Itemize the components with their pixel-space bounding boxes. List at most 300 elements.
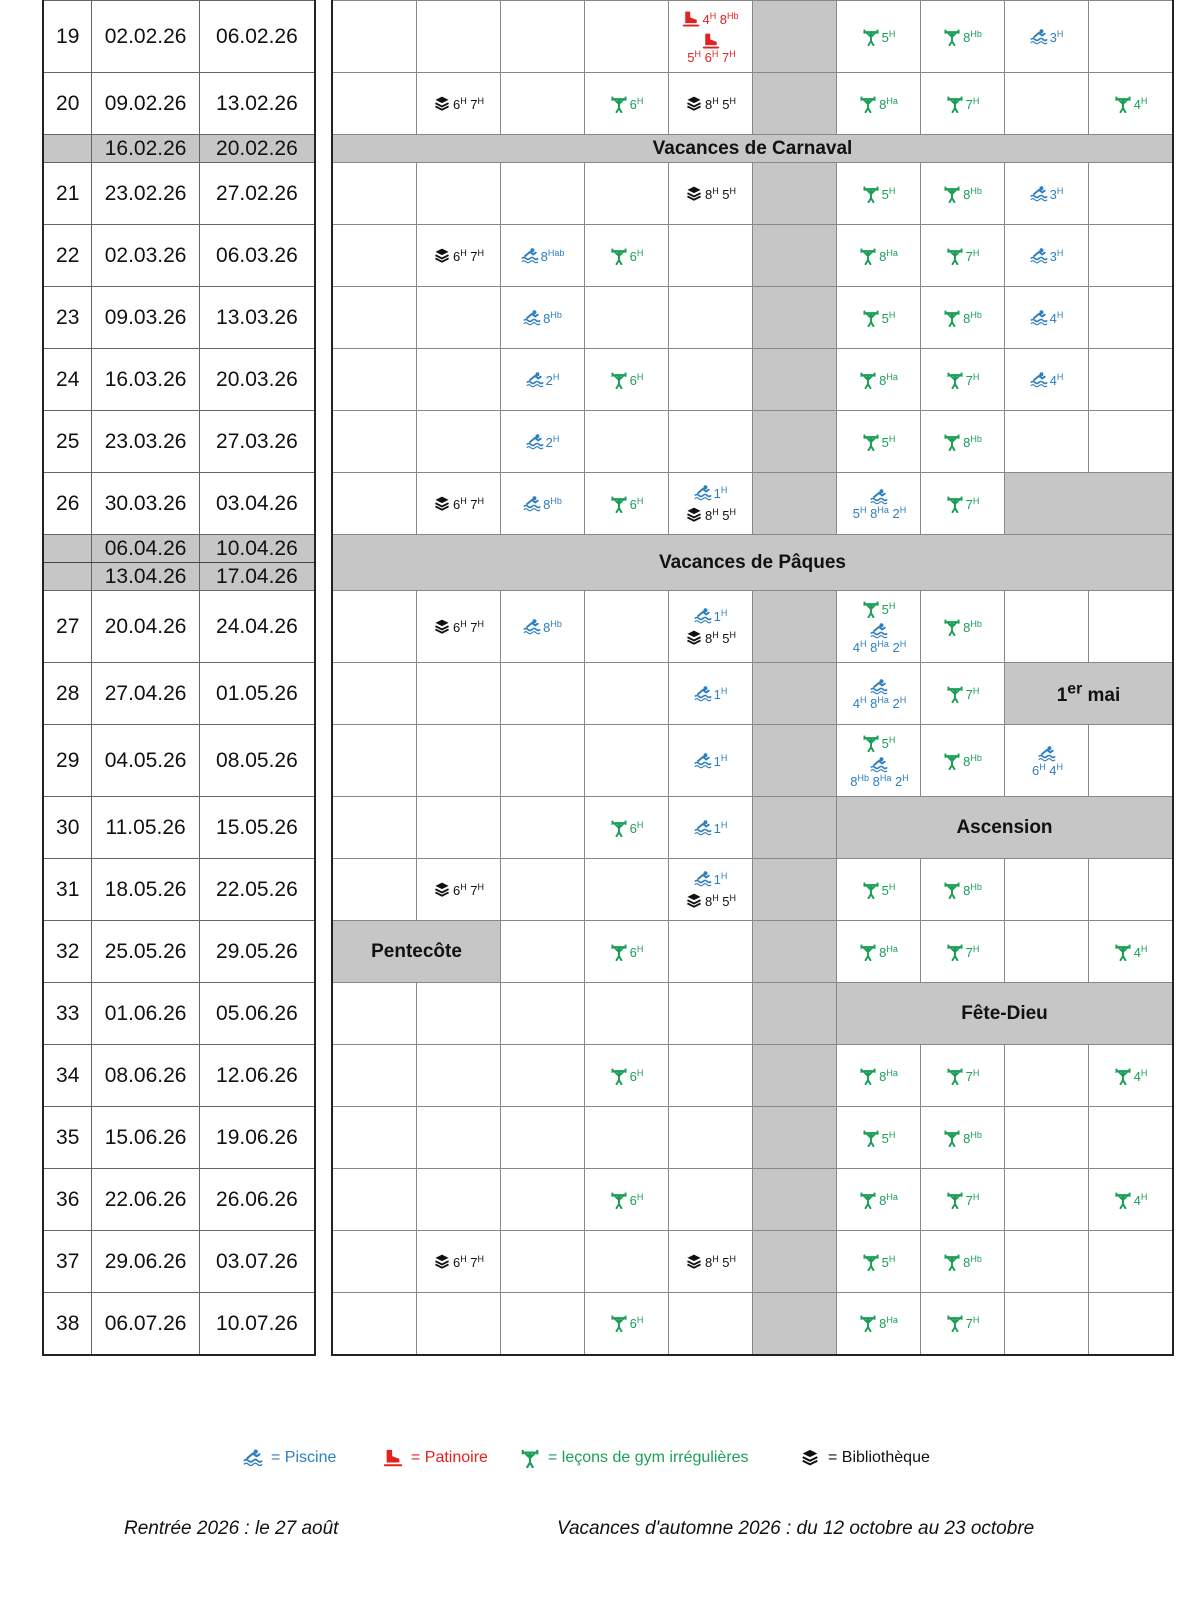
activity-classes: $6^H$ $4^H$ <box>1031 761 1064 778</box>
schedule-cell <box>669 859 753 921</box>
schedule-cell <box>1005 287 1089 349</box>
activity-classes: $8^H$ $5^H$ <box>704 1253 737 1270</box>
holiday-banner: Vacances de Carnaval <box>332 135 1173 163</box>
activity-entry <box>1089 1067 1172 1085</box>
activity-entry <box>1005 745 1088 777</box>
activity-entry <box>1005 247 1088 265</box>
schedule-row <box>332 411 1173 473</box>
schedule-cell <box>332 411 417 473</box>
schedule-row <box>332 1169 1173 1231</box>
schedule-cell <box>837 287 921 349</box>
legend-label: = Patinoire <box>411 1449 488 1466</box>
schedule-cell <box>501 1 585 73</box>
schedule-row <box>332 921 1173 983</box>
schedule-cell <box>1005 921 1089 983</box>
schedule-cell <box>669 473 753 535</box>
activity-entry <box>837 622 920 654</box>
schedule-cell <box>585 287 669 349</box>
pool-icon <box>870 678 888 696</box>
schedule-row <box>332 287 1173 349</box>
schedule-cell <box>1089 591 1174 663</box>
activity-entry <box>837 734 920 752</box>
schedule-cell <box>417 411 501 473</box>
schedule-cell <box>501 1293 585 1355</box>
shaded-column-cell <box>753 1293 837 1355</box>
week-row <box>43 411 315 473</box>
schedule-cell <box>921 1045 1005 1107</box>
schedule-cell <box>585 1231 669 1293</box>
pool-icon <box>1038 745 1056 763</box>
activity-classes: $5^H$ <box>881 734 896 751</box>
gym-icon <box>859 247 877 265</box>
week-end: 08.05.26 <box>199 725 315 797</box>
activity-classes: $7^H$ <box>965 1315 980 1332</box>
schedule-cell <box>1089 921 1174 983</box>
schedule-row <box>332 1231 1173 1293</box>
pool-icon <box>521 247 539 265</box>
schedule-cell <box>1089 287 1174 349</box>
activity-entry <box>669 32 752 64</box>
week-end: 10.04.26 <box>199 535 315 563</box>
week-end: 03.04.26 <box>199 473 315 535</box>
activity-classes: $7^H$ <box>965 371 980 388</box>
activity-entry <box>837 600 920 618</box>
gym-icon <box>520 1448 540 1468</box>
schedule-cell <box>332 1045 417 1107</box>
week-row <box>43 859 315 921</box>
gym-icon <box>946 943 964 961</box>
holiday-cell <box>837 983 1174 1045</box>
week-row <box>43 921 315 983</box>
activity-classes: $5^H$ <box>881 600 896 617</box>
schedule-cell <box>921 725 1005 797</box>
activity-classes: $4^H$ <box>1049 309 1064 326</box>
activity-classes: $5^H$ $6^H$ $7^H$ <box>687 48 736 65</box>
shaded-column-cell <box>753 163 837 225</box>
activity-classes: $8^H$ $5^H$ <box>704 95 737 112</box>
gym-icon <box>946 247 964 265</box>
schedule-cell <box>837 1293 921 1355</box>
schedule-cell <box>921 73 1005 135</box>
pool-icon <box>694 870 712 888</box>
activity-classes: $2^H$ <box>545 433 560 450</box>
schedule-cell <box>501 591 585 663</box>
pool-icon <box>1030 309 1048 327</box>
activity-classes: $5^H$ <box>881 28 896 45</box>
schedule-cell <box>837 411 921 473</box>
schedule-cell <box>417 1231 501 1293</box>
activity-entry <box>921 495 1004 513</box>
activity-entry <box>837 309 920 327</box>
activity-classes: $6^H$ <box>629 495 644 512</box>
holiday-label: Fête-Dieu <box>961 1002 1048 1024</box>
schedule-cell <box>332 797 417 859</box>
gym-icon <box>859 1314 877 1332</box>
schedule-cell <box>1005 1169 1089 1231</box>
skate-icon <box>383 1448 403 1468</box>
schedule-cell <box>501 73 585 135</box>
holiday-week-row <box>43 563 315 591</box>
activity-classes: $1^H$ <box>713 870 728 887</box>
shaded-column-cell <box>753 1107 837 1169</box>
activity-entry <box>921 28 1004 46</box>
activity-classes: $4^H$ $8^{Hb}$ <box>702 10 739 27</box>
week-number: 33 <box>43 983 92 1045</box>
activity-entry <box>921 943 1004 961</box>
gym-icon <box>946 95 964 113</box>
pool-icon <box>870 756 888 774</box>
schedule-cell <box>417 225 501 287</box>
shaded-column-cell <box>753 797 837 859</box>
schedule-cell <box>585 725 669 797</box>
week-end: 13.03.26 <box>199 287 315 349</box>
activity-classes: $7^H$ <box>965 685 980 702</box>
schedule-cell <box>332 591 417 663</box>
week-number <box>43 535 92 563</box>
schedule-cell <box>585 1107 669 1169</box>
week-row <box>43 797 315 859</box>
shaded-column-cell <box>753 411 837 473</box>
schedule-cell <box>417 163 501 225</box>
schedule-cell <box>669 591 753 663</box>
schedule-cell <box>669 921 753 983</box>
schedule-cell <box>1005 725 1089 797</box>
holiday-week-row <box>43 535 315 563</box>
schedule-cell <box>1089 163 1174 225</box>
schedule-cell <box>501 473 585 535</box>
schedule-cell <box>669 1 753 73</box>
schedule-cell <box>837 225 921 287</box>
schedule-cell <box>837 163 921 225</box>
activity-entry <box>921 309 1004 327</box>
gym-icon <box>862 600 880 618</box>
schedule-cell <box>837 921 921 983</box>
schedule-cell <box>1005 1045 1089 1107</box>
week-row <box>43 983 315 1045</box>
activity-entry <box>837 1129 920 1147</box>
legend-item <box>243 1448 336 1468</box>
gym-icon <box>1114 943 1132 961</box>
gym-icon <box>943 185 961 203</box>
activity-classes: $8^H$ $5^H$ <box>704 506 737 523</box>
activity-entry <box>669 484 752 502</box>
activity-classes: $8^{Hb}$ <box>963 185 982 202</box>
activity-entry <box>837 371 920 389</box>
activity-entry <box>669 1253 752 1271</box>
gym-icon <box>943 1129 961 1147</box>
library-icon <box>685 95 703 113</box>
schedule-cell <box>332 1293 417 1355</box>
activity-classes: $1^H$ <box>713 685 728 702</box>
activity-entry <box>417 881 500 899</box>
gym-icon <box>946 1067 964 1085</box>
schedule-cell <box>1005 1107 1089 1169</box>
activity-entry <box>501 371 584 389</box>
schedule-cell <box>1005 411 1089 473</box>
week-number <box>43 135 92 163</box>
schedule-cell <box>669 225 753 287</box>
shaded-column-cell <box>753 1231 837 1293</box>
schedule-cell <box>501 1045 585 1107</box>
activity-classes: $8^{Ha}$ <box>879 1315 898 1332</box>
week-start: 04.05.26 <box>92 725 199 797</box>
gym-icon <box>859 943 877 961</box>
schedule-cell <box>1005 349 1089 411</box>
week-number: 35 <box>43 1107 92 1169</box>
schedule-cell <box>332 1169 417 1231</box>
pool-icon <box>870 622 888 640</box>
schedule-cell <box>332 1231 417 1293</box>
pool-icon <box>694 685 712 703</box>
gym-icon <box>862 881 880 899</box>
schedule-cell <box>921 411 1005 473</box>
shaded-column-cell <box>753 73 837 135</box>
gym-icon <box>862 734 880 752</box>
gym-icon <box>1114 95 1132 113</box>
week-start: 13.04.26 <box>92 563 199 591</box>
activity-entry <box>669 870 752 888</box>
gym-icon <box>946 1191 964 1209</box>
activity-classes: $7^H$ <box>965 495 980 512</box>
schedule-cell <box>585 411 669 473</box>
gym-icon <box>943 309 961 327</box>
week-number: 37 <box>43 1231 92 1293</box>
schedule-cell <box>1089 1107 1174 1169</box>
schedule-cell <box>669 1293 753 1355</box>
schedule-cell <box>417 591 501 663</box>
week-start: 29.06.26 <box>92 1231 199 1293</box>
schedule-cell <box>1089 859 1174 921</box>
schedule-row <box>332 1 1173 73</box>
schedule-cell <box>417 1107 501 1169</box>
gym-icon <box>610 1191 628 1209</box>
holiday-cell <box>1005 663 1174 725</box>
activity-entry <box>837 28 920 46</box>
week-row <box>43 287 315 349</box>
pool-icon <box>526 371 544 389</box>
legend-item <box>800 1448 930 1468</box>
schedule-row <box>332 135 1173 163</box>
activity-entry <box>585 371 668 389</box>
activity-classes: $7^H$ <box>965 247 980 264</box>
activity-classes: $5^H$ <box>881 185 896 202</box>
schedule-cell <box>1005 225 1089 287</box>
activity-classes: $5^H$ <box>881 433 896 450</box>
schedule-cell <box>837 1107 921 1169</box>
pool-icon <box>523 309 541 327</box>
schedule-cell <box>669 349 753 411</box>
week-end: 19.06.26 <box>199 1107 315 1169</box>
activity-entry <box>837 756 920 788</box>
week-end: 17.04.26 <box>199 563 315 591</box>
schedule-cell <box>332 1 417 73</box>
activity-entry <box>837 1253 920 1271</box>
activity-classes: $8^{Hb}$ <box>963 309 982 326</box>
shaded-column-cell <box>753 921 837 983</box>
activity-classes: $4^H$ <box>1133 1067 1148 1084</box>
week-row <box>43 473 315 535</box>
schedule-cell <box>669 411 753 473</box>
week-end: 20.03.26 <box>199 349 315 411</box>
activity-entry <box>837 488 920 520</box>
activity-entry <box>585 819 668 837</box>
library-icon <box>685 629 703 647</box>
schedule-cell <box>921 1169 1005 1231</box>
schedule-cell <box>417 287 501 349</box>
week-end: 29.05.26 <box>199 921 315 983</box>
schedule-cell <box>837 1 921 73</box>
schedule-cell <box>1089 225 1174 287</box>
week-start: 18.05.26 <box>92 859 199 921</box>
week-end: 05.06.26 <box>199 983 315 1045</box>
schedule-cell <box>417 859 501 921</box>
schedule-grid <box>331 0 1174 1356</box>
schedule-cell <box>669 1107 753 1169</box>
schedule-cell <box>332 225 417 287</box>
schedule-cell <box>332 983 417 1045</box>
schedule-cell <box>1089 411 1174 473</box>
week-row <box>43 349 315 411</box>
schedule-cell <box>585 663 669 725</box>
schedule-row <box>332 983 1173 1045</box>
week-start: 20.04.26 <box>92 591 199 663</box>
library-icon <box>433 495 451 513</box>
week-row <box>43 1231 315 1293</box>
activity-classes: $8^{Ha}$ <box>879 1067 898 1084</box>
schedule-cell <box>837 1169 921 1231</box>
week-row <box>43 725 315 797</box>
week-start: 02.02.26 <box>92 1 199 73</box>
week-end: 22.05.26 <box>199 859 315 921</box>
schedule-cell <box>585 1045 669 1107</box>
activity-entry <box>585 95 668 113</box>
activity-classes: $8^{Hb}$ <box>963 433 982 450</box>
schedule-cell <box>1089 1231 1174 1293</box>
week-end: 26.06.26 <box>199 1169 315 1231</box>
schedule-cell <box>585 1293 669 1355</box>
activity-classes: $8^{Hb}$ <box>963 752 982 769</box>
activity-classes: $6^H$ <box>629 819 644 836</box>
activity-classes: $7^H$ <box>965 943 980 960</box>
gym-icon <box>946 685 964 703</box>
week-end: 06.03.26 <box>199 225 315 287</box>
activity-entry <box>921 1129 1004 1147</box>
schedule-cell <box>921 921 1005 983</box>
week-row <box>43 1293 315 1355</box>
activity-entry <box>501 495 584 513</box>
activity-entry <box>585 247 668 265</box>
schedule-cell <box>669 1231 753 1293</box>
week-row <box>43 591 315 663</box>
activity-entry <box>837 1314 920 1332</box>
gym-icon <box>862 185 880 203</box>
schedule-cell <box>921 591 1005 663</box>
schedule-cell <box>921 1 1005 73</box>
week-start: 09.03.26 <box>92 287 199 349</box>
schedule-cell <box>837 859 921 921</box>
pool-icon <box>1030 371 1048 389</box>
activity-classes: $6^H$ <box>629 1191 644 1208</box>
activity-classes: $8^{Hb}$ <box>543 309 562 326</box>
gym-icon <box>610 495 628 513</box>
gym-icon <box>610 1314 628 1332</box>
schedule-cell <box>501 859 585 921</box>
activity-entry <box>837 185 920 203</box>
schedule-cell <box>669 1169 753 1231</box>
activity-entry <box>837 881 920 899</box>
gym-icon <box>943 28 961 46</box>
activity-entry <box>417 95 500 113</box>
legend-item <box>383 1448 488 1468</box>
schedule-cell <box>669 287 753 349</box>
library-icon <box>433 881 451 899</box>
week-end: 27.03.26 <box>199 411 315 473</box>
activity-entry <box>921 1067 1004 1085</box>
gym-icon <box>859 1191 877 1209</box>
week-number: 38 <box>43 1293 92 1355</box>
week-start: 15.06.26 <box>92 1107 199 1169</box>
shaded-column-cell <box>753 1169 837 1231</box>
gym-icon <box>859 371 877 389</box>
week-number: 28 <box>43 663 92 725</box>
gym-icon <box>862 28 880 46</box>
activity-classes: $8^{Hb}$ <box>963 618 982 635</box>
activity-entry <box>501 618 584 636</box>
schedule-row <box>332 1293 1173 1355</box>
gym-icon <box>610 943 628 961</box>
week-number: 32 <box>43 921 92 983</box>
gym-icon <box>610 371 628 389</box>
schedule-cell <box>669 73 753 135</box>
shaded-column-cell <box>753 663 837 725</box>
activity-entry <box>921 95 1004 113</box>
schedule-cell <box>1089 349 1174 411</box>
activity-classes: $1^H$ <box>713 484 728 501</box>
legend <box>0 1448 1200 1478</box>
library-icon <box>433 1253 451 1271</box>
activity-entry <box>669 506 752 524</box>
schedule-cell <box>332 473 417 535</box>
schedule-cell <box>1005 1293 1089 1355</box>
pool-icon <box>243 1448 263 1468</box>
activity-entry <box>669 752 752 770</box>
schedule-cell <box>921 1107 1005 1169</box>
activity-entry <box>585 1191 668 1209</box>
schedule-row <box>332 1045 1173 1107</box>
legend-item <box>520 1448 749 1468</box>
gym-icon <box>946 1314 964 1332</box>
activity-entry <box>837 678 920 710</box>
schedule-cell <box>501 163 585 225</box>
gym-icon <box>610 1067 628 1085</box>
schedule-cell <box>585 163 669 225</box>
schedule-cell <box>585 1169 669 1231</box>
schedule-cell <box>501 287 585 349</box>
library-icon <box>433 95 451 113</box>
activity-classes: $8^{Hb}$ $8^{Ha}$ $2^H$ <box>850 772 909 789</box>
schedule-cell <box>921 225 1005 287</box>
activity-entry <box>585 1067 668 1085</box>
activity-classes: $8^{Ha}$ <box>879 247 898 264</box>
activity-classes: $8^H$ $5^H$ <box>704 892 737 909</box>
gym-icon <box>943 752 961 770</box>
schedule-cell <box>1005 73 1089 135</box>
activity-entry <box>585 943 668 961</box>
activity-entry <box>837 433 920 451</box>
holiday-label: 1er mai <box>1056 680 1121 706</box>
activity-classes: $4^H$ <box>1133 943 1148 960</box>
footer-rentree: Rentrée 2026 : le 27 août <box>124 1518 339 1539</box>
